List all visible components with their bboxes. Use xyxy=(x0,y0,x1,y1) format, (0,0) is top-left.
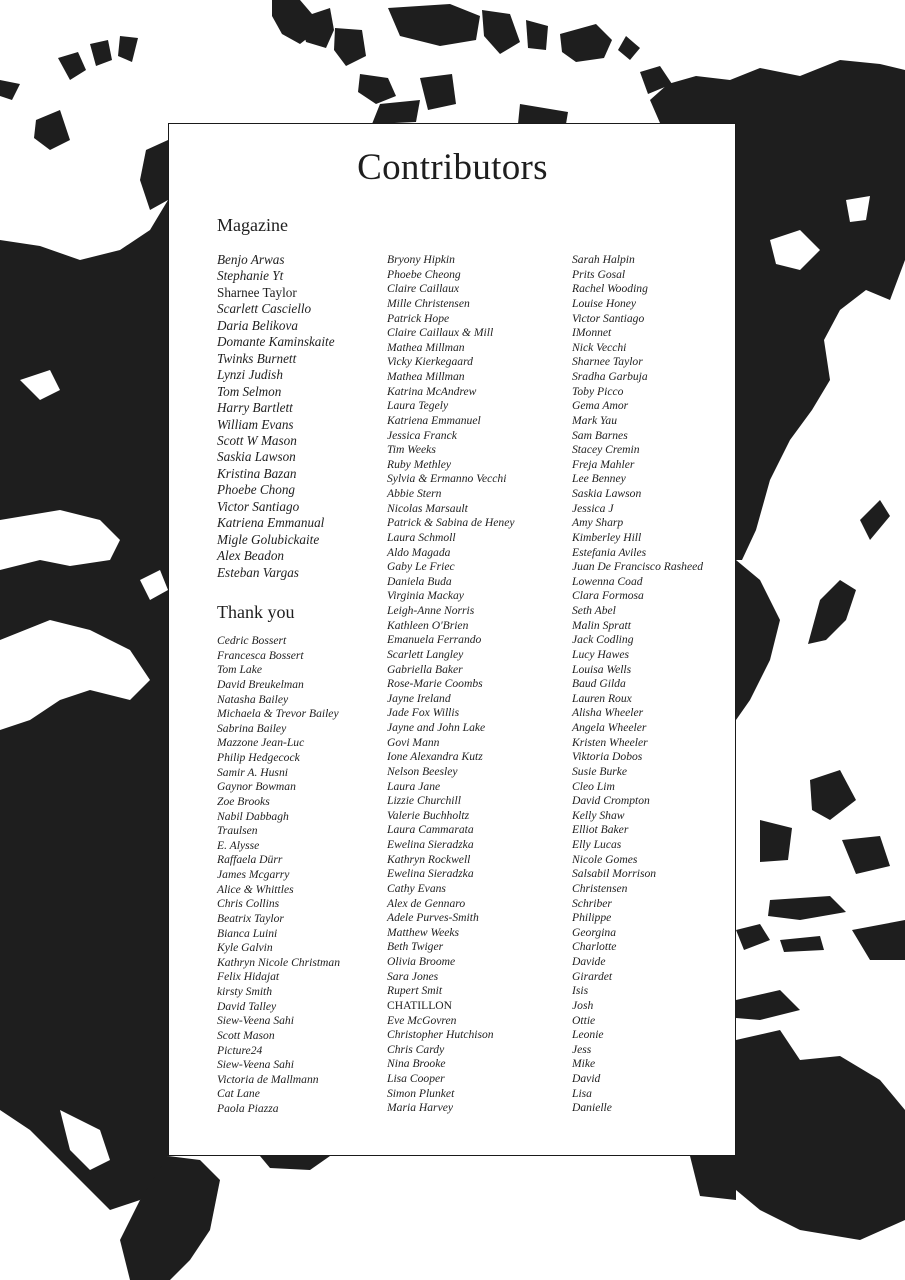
list-item: Laura Jane xyxy=(387,779,441,793)
island-shape xyxy=(768,896,846,920)
island-shape xyxy=(810,770,856,820)
list-item: Nicolas Marsault xyxy=(387,501,468,515)
list-item: Laura Cammarata xyxy=(387,823,474,837)
island-shape xyxy=(860,500,890,540)
list-item: Phoebe Cheong xyxy=(387,267,461,281)
magazine-heading: Magazine xyxy=(217,215,288,235)
list-item: Beatrix Taylor xyxy=(217,911,284,925)
list-item: Tom Lake xyxy=(217,663,262,677)
list-item: Katriena Emmanuel xyxy=(387,413,481,427)
list-item: Abbie Stern xyxy=(387,487,442,500)
list-item: Matthew Weeks xyxy=(387,925,460,939)
island-shape xyxy=(358,74,396,104)
list-item: Lauren Roux xyxy=(572,691,632,705)
list-item: Siew-Veena Sahi xyxy=(217,1058,294,1072)
list-item: Lizzie Churchill xyxy=(387,794,461,808)
list-item: Phoebe Chong xyxy=(217,482,296,498)
list-item: Olivia Broome xyxy=(387,955,456,968)
list-item: Jayne and John Lake xyxy=(387,721,486,734)
list-item: Siew-Veena Sahi xyxy=(217,1014,294,1028)
list-item: Chris Cardy xyxy=(387,1042,445,1056)
list-item: Danielle xyxy=(572,1101,612,1115)
island-shape xyxy=(852,920,905,960)
list-item: Gema Amor xyxy=(572,399,629,413)
list-item: Patrick & Sabina de Heney xyxy=(387,516,515,530)
list-item: Viktoria Dobos xyxy=(572,750,643,764)
list-item: Charlotte xyxy=(572,940,617,954)
list-item: Kimberley Hill xyxy=(572,530,642,544)
list-item: David xyxy=(572,1072,601,1085)
list-item: Georgina xyxy=(572,925,617,939)
list-item: Nina Brooke xyxy=(387,1057,446,1071)
island-shape xyxy=(808,580,856,644)
list-item: Migle Golubickaite xyxy=(217,531,320,547)
list-item: David Crompton xyxy=(572,794,650,808)
list-item: Felix Hidajat xyxy=(217,970,280,984)
list-item: Jess xyxy=(572,1042,592,1056)
list-item: Beth Twiger xyxy=(387,940,444,954)
island-shape xyxy=(518,104,568,124)
list-item: Kristen Wheeler xyxy=(572,735,648,749)
list-item: Rose-Marie Coombs xyxy=(387,677,483,691)
list-item: Prits Gosal xyxy=(572,267,626,281)
island-shape xyxy=(526,20,548,50)
island-shape xyxy=(118,36,138,62)
list-item: Jade Fox Willis xyxy=(387,706,460,720)
list-item: Esteban Vargas xyxy=(217,564,299,580)
list-item: Jessica Franck xyxy=(387,428,457,442)
list-item: Cedric Bossert xyxy=(217,634,287,647)
contributors-column-3 xyxy=(572,253,703,1116)
list-item: Benjo Arwas xyxy=(217,252,285,267)
list-item: Daniela Buda xyxy=(387,574,452,588)
list-item: IMonnet xyxy=(572,326,612,340)
list-item: Paola Piazza xyxy=(217,1102,279,1115)
list-item: Adele Purves-Smith xyxy=(387,911,479,925)
list-item: Vicky Kierkegaard xyxy=(387,355,473,369)
list-item: Ewelina Sieradzka xyxy=(387,867,474,881)
continent-shape xyxy=(650,60,905,123)
list-item: Stephanie Yt xyxy=(217,268,284,284)
list-item: Tim Weeks xyxy=(387,443,436,457)
list-item: Domante Kaminskaite xyxy=(217,334,335,350)
list-item: Louisa Wells xyxy=(572,662,632,676)
list-item: Katriena Emmanual xyxy=(217,515,325,531)
list-item: David Talley xyxy=(217,999,277,1013)
list-item: Lisa xyxy=(572,1086,592,1100)
thank-you-list xyxy=(217,634,340,1117)
list-item: Zoe Brooks xyxy=(217,794,270,808)
list-item: Picture24 xyxy=(217,1043,263,1057)
list-item: Mille Christensen xyxy=(387,296,470,310)
island-shape xyxy=(58,52,86,80)
continent-shape xyxy=(690,1156,736,1200)
list-item: Juan De Francisco Rasheed xyxy=(572,560,704,574)
list-item: Michaela & Trevor Bailey xyxy=(217,707,339,721)
list-item: Bryony Hipkin xyxy=(387,253,455,266)
list-item: Jessica J xyxy=(572,501,614,515)
list-item: Kristina Bazan xyxy=(217,465,297,481)
contributors-column-2 xyxy=(387,253,515,1116)
list-item: Alex Beadon xyxy=(217,548,285,564)
island-shape xyxy=(780,936,824,952)
list-item: Aldo Magada xyxy=(387,545,451,559)
list-item: Victor Santiago xyxy=(572,311,645,325)
list-item: Sam Barnes xyxy=(572,428,628,442)
list-item: Tom Selmon xyxy=(217,383,282,399)
list-item: Bianca Luini xyxy=(217,926,278,940)
list-item: Harry Bartlett xyxy=(217,400,293,416)
list-item: Alice & Whittles xyxy=(217,882,294,896)
list-item: Claire Caillaux & Mill xyxy=(387,326,494,340)
list-item: Simon Plunket xyxy=(387,1086,455,1100)
list-item: Gaynor Bowman xyxy=(217,780,296,794)
list-item: Sarah Halpin xyxy=(572,253,635,266)
island-shape xyxy=(0,80,20,100)
continent-shape xyxy=(736,560,780,720)
list-item: Francesca Bossert xyxy=(217,648,304,662)
list-item: Cathy Evans xyxy=(387,881,446,895)
list-item: Nabil Dabbagh xyxy=(217,809,289,823)
list-item: Twinks Burnett xyxy=(217,350,297,366)
list-item: Toby Picco xyxy=(572,384,624,398)
list-item: Jack Codling xyxy=(572,633,634,647)
list-item: Malin Spratt xyxy=(572,618,631,632)
list-item: Sabrina Bailey xyxy=(217,721,287,735)
island-shape xyxy=(334,28,366,66)
list-item: Ewelina Sieradzka xyxy=(387,838,474,851)
list-item: Mathea Millman xyxy=(387,340,465,354)
list-item: Laura Schmoll xyxy=(387,530,456,544)
continent-shape xyxy=(34,110,70,150)
list-item: Scarlett Casciello xyxy=(217,301,312,317)
list-item: Mike xyxy=(572,1057,596,1071)
list-item: Lynzi Judish xyxy=(217,367,283,383)
island-shape xyxy=(388,4,480,46)
island-shape xyxy=(372,100,420,124)
island-shape xyxy=(842,836,890,874)
list-item: Valerie Buchholtz xyxy=(387,808,470,822)
list-item: Mathea Millman xyxy=(387,370,465,383)
list-item: Raffaela Dürr xyxy=(217,853,283,867)
list-item: Sylvia & Ermanno Vecchi xyxy=(387,472,507,486)
list-item: Estefania Aviles xyxy=(572,545,647,559)
list-item: Elly Lucas xyxy=(572,838,622,851)
list-item: kirsty Smith xyxy=(217,985,273,998)
list-item: Saskia Lawson xyxy=(217,449,296,465)
list-item: Davide xyxy=(572,955,606,968)
list-item: Kathryn Rockwell xyxy=(387,852,471,866)
list-item: Amy Sharp xyxy=(572,516,624,530)
list-item: Mazzone Jean-Luc xyxy=(217,736,305,750)
list-item: Schriber xyxy=(572,896,612,910)
list-item: Chris Collins xyxy=(217,897,280,911)
list-item: Lowenna Coad xyxy=(572,574,643,588)
list-item: Gaby Le Friec xyxy=(387,560,455,574)
list-item: Christopher Hutchison xyxy=(387,1028,494,1042)
list-item: Freja Mahler xyxy=(572,457,635,471)
list-item: Kathryn Nicole Christman xyxy=(217,955,341,969)
list-item: Girardet xyxy=(572,969,613,983)
list-item: Emanuela Ferrando xyxy=(387,633,482,647)
page-title: Contributors xyxy=(357,147,548,188)
list-item: Sharnee Taylor xyxy=(572,355,643,369)
list-item: Lucy Hawes xyxy=(572,647,629,661)
list-item: Leigh-Anne Norris xyxy=(387,604,475,617)
list-item: Lisa Cooper xyxy=(387,1072,445,1085)
list-item: Sharnee Taylor xyxy=(217,284,297,300)
list-item: Scott Mason xyxy=(217,1028,275,1042)
list-item: Lee Benney xyxy=(572,472,626,486)
list-item: Cleo Lim xyxy=(572,779,615,793)
list-item: Saskia Lawson xyxy=(572,487,642,500)
continent-shape xyxy=(736,1030,905,1240)
list-item: Victoria de Mallmann xyxy=(217,1072,319,1086)
list-item: Kathleen O'Brien xyxy=(387,618,469,632)
list-item: Daria Belikova xyxy=(217,317,298,333)
list-item: Baud Gilda xyxy=(572,677,626,691)
list-item: Rupert Smit xyxy=(387,984,443,998)
list-item: Philip Hedgecock xyxy=(217,751,300,764)
list-item: Victor Santiago xyxy=(217,498,300,514)
list-item: Seth Abel xyxy=(572,604,616,617)
list-item: E. Alysse xyxy=(217,838,260,852)
list-item: Scott W Mason xyxy=(217,432,297,448)
list-item: Clara Formosa xyxy=(572,589,644,603)
list-item: Philippe xyxy=(572,911,612,925)
list-item: Claire Caillaux xyxy=(387,282,460,296)
list-item: Govi Mann xyxy=(387,735,440,749)
island-shape xyxy=(618,36,640,60)
list-item: Christensen xyxy=(572,881,628,895)
list-item: Cat Lane xyxy=(217,1087,260,1101)
list-item: Maria Harvey xyxy=(387,1101,454,1115)
list-item: Kyle Galvin xyxy=(217,941,273,955)
list-item: Gabriella Baker xyxy=(387,662,463,676)
magazine-list xyxy=(217,252,335,581)
list-item: Sradha Garbuja xyxy=(572,370,648,383)
list-item: Nelson Beesley xyxy=(387,764,458,778)
list-item: Louise Honey xyxy=(572,296,637,310)
list-item: Patrick Hope xyxy=(387,311,450,325)
list-item: Stacey Cremin xyxy=(572,443,640,457)
list-item: Josh xyxy=(572,998,594,1012)
list-item: Leonie xyxy=(572,1028,604,1042)
island-shape xyxy=(760,820,792,862)
island-shape xyxy=(736,924,770,950)
list-item: Katrina McAndrew xyxy=(387,384,477,398)
list-item: Sara Jones xyxy=(387,969,439,983)
list-item: Ione Alexandra Kutz xyxy=(387,750,483,764)
list-item: Mark Yau xyxy=(572,413,617,427)
list-item: James Mcgarry xyxy=(217,868,290,881)
list-item: Virginia Mackay xyxy=(387,589,464,603)
list-item: Ottie xyxy=(572,1013,596,1027)
list-item: Scarlett Langley xyxy=(387,647,464,661)
list-item: Salsabil Morrison xyxy=(572,867,657,881)
list-item: Laura Tegely xyxy=(387,399,449,413)
island-shape xyxy=(736,990,800,1020)
list-item: Eve McGovren xyxy=(387,1013,457,1027)
list-item: Nick Vecchi xyxy=(572,340,627,354)
list-item: Nicole Gomes xyxy=(572,852,638,866)
list-item: Rachel Wooding xyxy=(572,282,648,296)
list-item: Traulsen xyxy=(217,824,258,838)
list-item: Susie Burke xyxy=(572,764,628,778)
list-item: Jayne Ireland xyxy=(387,691,451,705)
list-item: Alisha Wheeler xyxy=(572,706,644,720)
list-item: Isis xyxy=(572,984,589,998)
island-shape xyxy=(420,74,456,110)
list-item: Ruby Methley xyxy=(387,457,452,471)
list-item: Samir A. Husni xyxy=(217,765,288,779)
island-shape xyxy=(90,40,112,66)
list-item: CHATILLON xyxy=(387,998,453,1012)
list-item: Kelly Shaw xyxy=(572,808,625,822)
list-item: Natasha Bailey xyxy=(217,692,289,706)
continent-shape xyxy=(260,1156,330,1170)
list-item: Angela Wheeler xyxy=(572,721,647,734)
island-shape xyxy=(482,10,520,54)
list-item: Alex de Gennaro xyxy=(387,896,466,910)
list-item: William Evans xyxy=(217,416,294,432)
list-item: David Breukelman xyxy=(217,677,304,691)
list-item: Elliot Baker xyxy=(572,823,629,837)
thank-you-heading: Thank you xyxy=(217,602,295,622)
island-shape xyxy=(560,24,612,62)
